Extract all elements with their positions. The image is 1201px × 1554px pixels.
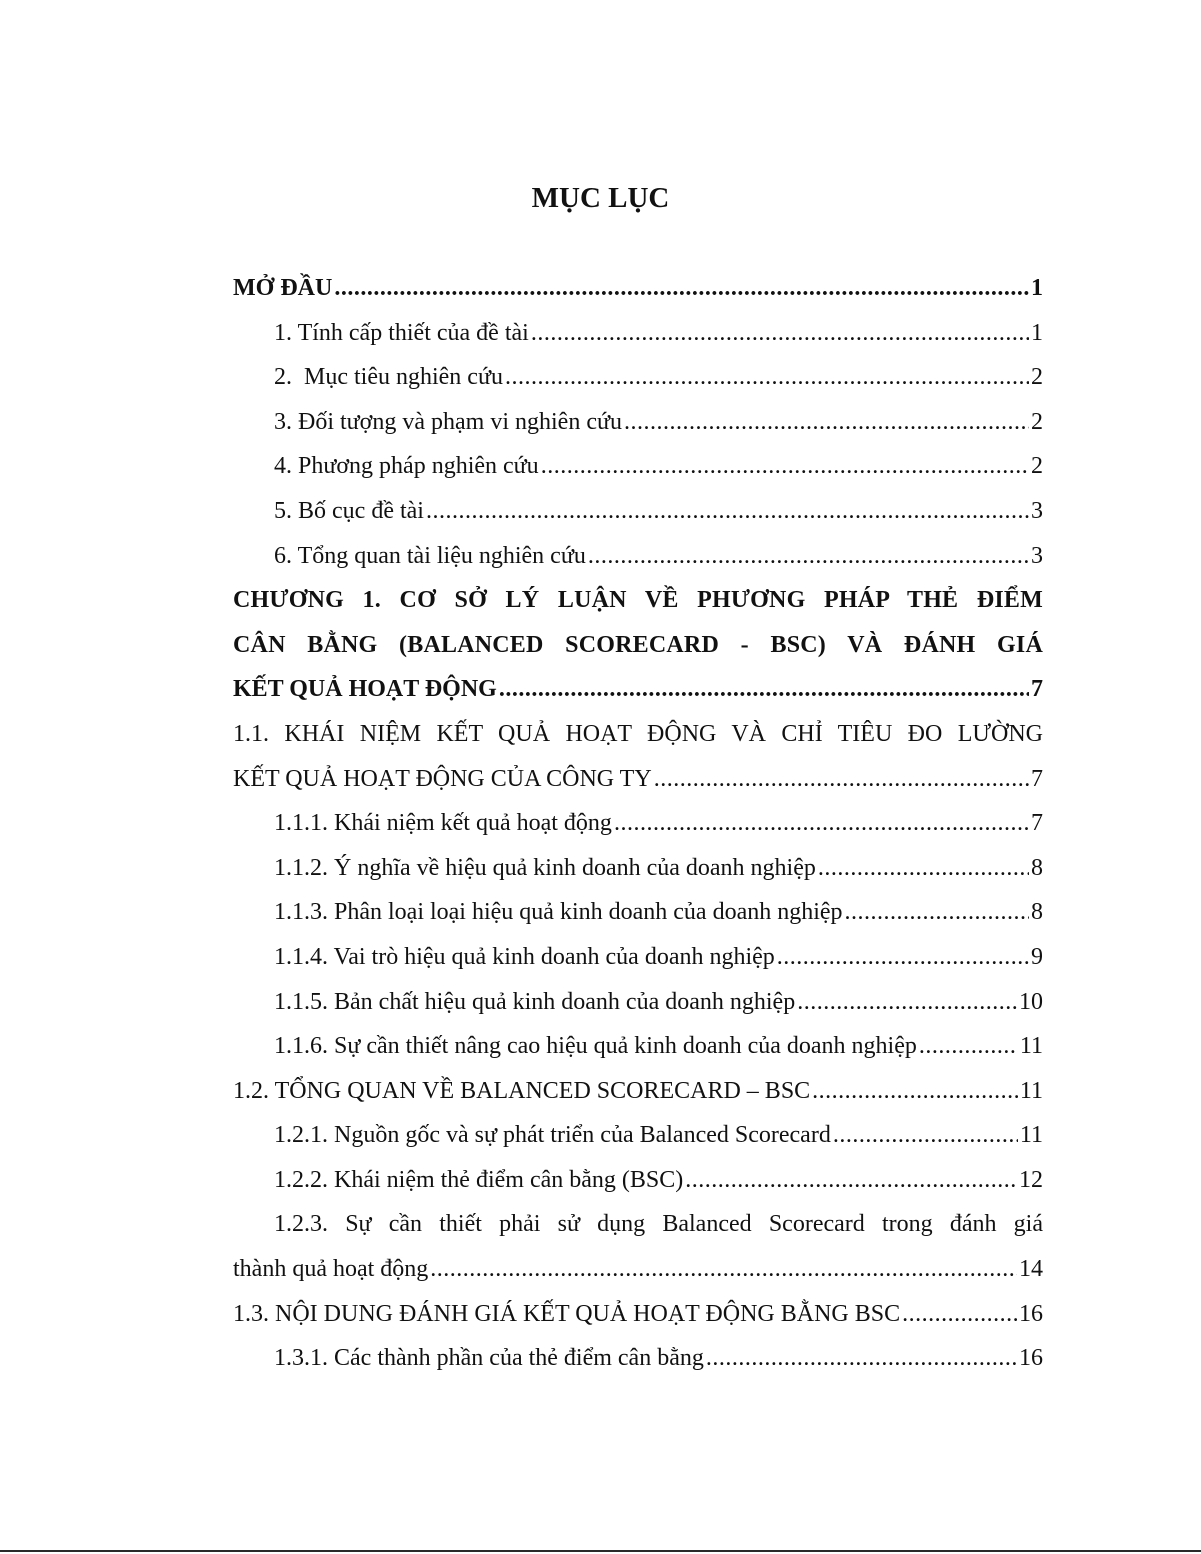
toc-page-number: 10 [1019, 988, 1043, 1015]
toc-entry[interactable] [233, 846, 1043, 891]
toc-entry-text: 3. Đối tượng và phạm vi nghiên cứu [274, 408, 622, 435]
toc-entry[interactable] [233, 801, 1043, 846]
toc-entry-text: 4. Phương pháp nghiên cứu [274, 453, 539, 480]
toc-page-number: 7 [1031, 765, 1043, 792]
toc-page-number: 14 [1019, 1256, 1043, 1283]
toc-entry[interactable] [233, 266, 1043, 311]
dot-leader [531, 311, 1029, 356]
toc-page-number: 2 [1031, 408, 1043, 435]
dot-leader [499, 667, 1029, 712]
dot-leader [334, 266, 1029, 311]
toc-page-number: 3 [1031, 497, 1043, 524]
dot-leader [833, 1113, 1018, 1158]
dot-leader [812, 1069, 1018, 1114]
toc-section-line[interactable]: 1.1. KHÁI NIỆM KẾT QUẢ HOẠT ĐỘNG VÀ CHỈ TIÊU ĐO LƯỜNG [233, 720, 1043, 747]
toc-entry-text: 1.1.4. Vai trò hiệu quả kinh doanh của doanh nghiệp [274, 943, 775, 970]
toc-entry-text: 1.1.5. Bản chất hiệu quả kinh doanh của doanh nghiệp [274, 988, 796, 1015]
toc-entry[interactable] [233, 1247, 1043, 1292]
toc-page-number: 12 [1019, 1166, 1043, 1193]
dot-leader [505, 355, 1029, 400]
toc-entry[interactable] [233, 1024, 1043, 1069]
dot-leader [845, 890, 1029, 935]
dot-leader [818, 846, 1029, 891]
page-title: MỤC LỤC [531, 182, 670, 214]
toc-entry-text: 1.3.1. Các thành phần của thẻ điểm cân bằng [274, 1345, 704, 1372]
toc-entry-text: KẾT QUẢ HOẠT ĐỘNG [233, 676, 497, 703]
toc-entry-text: 1.2.1. Nguồn gốc và sự phát triển của Balanced Scorecard [274, 1122, 831, 1149]
toc-entry-text: 1.3. NỘI DUNG ĐÁNH GIÁ KẾT QUẢ HOẠT ĐỘNG BẰNG BSC [233, 1300, 901, 1327]
page-bottom-edge [0, 1550, 1201, 1552]
toc-page-number: 8 [1031, 854, 1043, 881]
toc-page-number: 8 [1031, 899, 1043, 926]
dot-leader [426, 489, 1029, 534]
toc-entry-text: thành quả hoạt động [233, 1256, 429, 1283]
toc-entry[interactable] [233, 1069, 1043, 1114]
toc-entry-text: 6. Tổng quan tài liệu nghiên cứu [274, 542, 586, 569]
toc-page-number: 1 [1031, 319, 1043, 346]
toc-entry-text: 1. Tính cấp thiết của đề tài [274, 319, 529, 346]
toc-entry[interactable] [233, 311, 1043, 356]
toc-entry-text: KẾT QUẢ HOẠT ĐỘNG CỦA CÔNG TY [233, 765, 652, 792]
toc-entry-text: 2. Mục tiêu nghiên cứu [274, 364, 503, 391]
toc-entry-text: 1.1.6. Sự cần thiết nâng cao hiệu quả kinh doanh của doanh nghiệp [274, 1033, 917, 1060]
toc-entry-text: 5. Bố cục đề tài [274, 497, 424, 524]
toc-page-number: 11 [1019, 1077, 1043, 1104]
dot-leader [685, 1158, 1017, 1203]
dot-leader [430, 1247, 1017, 1292]
dot-leader [624, 400, 1029, 445]
toc-entry[interactable] [233, 935, 1043, 980]
toc-page-number: 2 [1031, 453, 1043, 480]
dot-leader [797, 980, 1017, 1025]
dot-leader [541, 444, 1029, 489]
toc-page-number: 3 [1031, 542, 1043, 569]
toc-page-number: 16 [1019, 1345, 1043, 1372]
toc-entry[interactable] [233, 534, 1043, 579]
toc-entry[interactable] [233, 1336, 1043, 1381]
toc-entry-text: 1.1.1. Khái niệm kết quả hoạt động [274, 810, 612, 837]
toc-entry[interactable] [233, 444, 1043, 489]
dot-leader [902, 1292, 1017, 1337]
toc-page-number: 9 [1031, 943, 1043, 970]
toc-entry[interactable] [233, 890, 1043, 935]
toc-chapter-line[interactable]: CÂN BẰNG (BALANCED SCORECARD - BSC) VÀ ĐÁNH GIÁ [233, 631, 1043, 658]
toc-section-line[interactable]: 1.2.3. Sự cần thiết phải sử dụng Balanced Scorecard trong đánh giá [274, 1211, 1043, 1238]
dot-leader [919, 1024, 1018, 1069]
toc-page-number: 16 [1019, 1300, 1043, 1327]
toc-entry-text: 1.1.2. Ý nghĩa về hiệu quả kinh doanh của doanh nghiệp [274, 854, 816, 881]
table-of-contents [233, 266, 1043, 1381]
toc-entry[interactable] [233, 1113, 1043, 1158]
toc-page-number: 11 [1019, 1122, 1043, 1149]
toc-entry[interactable] [233, 757, 1043, 802]
toc-entry[interactable] [233, 1158, 1043, 1203]
toc-entry-text: MỞ ĐẦU [233, 275, 333, 301]
toc-entry[interactable] [233, 400, 1043, 445]
toc-page-number: 1 [1031, 275, 1043, 301]
toc-entry-text: 1.2. TỔNG QUAN VỀ BALANCED SCORECARD – BSC [233, 1077, 811, 1104]
dot-leader [614, 801, 1029, 846]
toc-page-number: 7 [1031, 676, 1043, 703]
toc-entry-text: 1.2.2. Khái niệm thẻ điểm cân bằng (BSC) [274, 1166, 684, 1193]
toc-chapter-line[interactable]: CHƯƠNG 1. CƠ SỞ LÝ LUẬN VỀ PHƯƠNG PHÁP THẺ ĐIỂM [233, 587, 1043, 614]
dot-leader [777, 935, 1029, 980]
dot-leader [654, 757, 1029, 802]
dot-leader [588, 534, 1029, 579]
toc-entry[interactable] [233, 355, 1043, 400]
toc-page-number: 7 [1031, 810, 1043, 837]
toc-entry[interactable] [233, 667, 1043, 712]
dot-leader [706, 1336, 1017, 1381]
toc-entry[interactable] [233, 489, 1043, 534]
toc-entry-text: 1.1.3. Phân loại loại hiệu quả kinh doanh của doanh nghiệp [274, 899, 843, 926]
toc-page-number: 2 [1031, 364, 1043, 391]
toc-page-number: 11 [1019, 1033, 1043, 1060]
toc-entry[interactable] [233, 1292, 1043, 1337]
toc-entry[interactable] [233, 980, 1043, 1025]
